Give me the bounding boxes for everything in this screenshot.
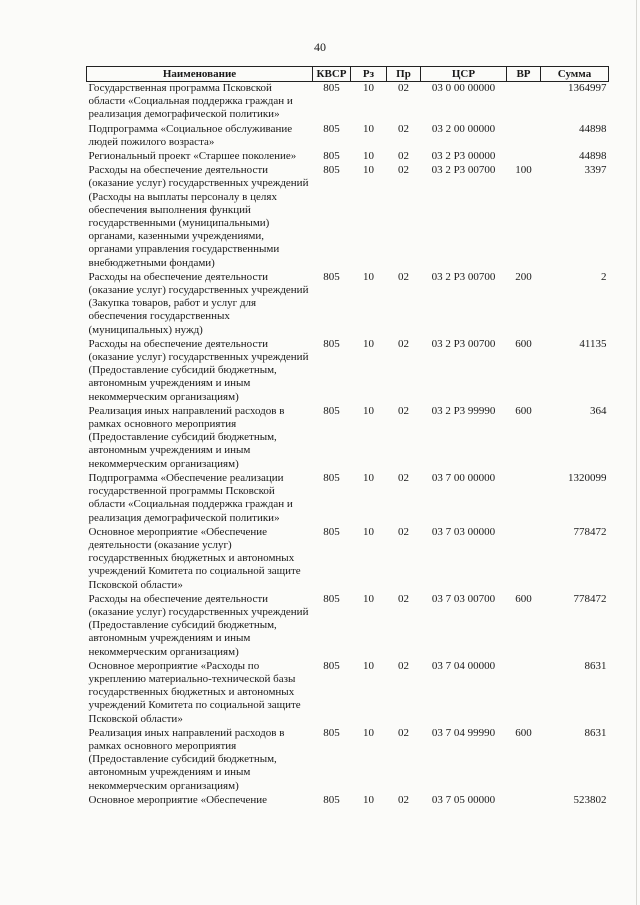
row-csr: 03 2 P3 00700 <box>431 337 496 350</box>
row-kvsr: 805 <box>323 659 340 672</box>
row-pr: 02 <box>398 793 409 806</box>
row-csr: 03 2 P3 00000 <box>431 150 496 163</box>
row-name: Расходы на обеспечение деятельности (оказание услуг) государственных учреждений (Расходы на выплаты персоналу в целях обеспечения выполнения функций государственными (муниципальными) органами, казенными учреждениями, органами управления государственными внебюджетными фондами) <box>88 164 309 269</box>
row-csr: 03 0 00 00000 <box>431 82 496 94</box>
header-csr: ЦСР <box>421 67 507 82</box>
header-name: Наименование <box>87 67 313 82</box>
row-kvsr: 805 <box>323 592 340 605</box>
table-row <box>87 405 609 472</box>
row-rz: 10 <box>363 726 374 739</box>
row-rz: 10 <box>363 793 374 806</box>
row-rz: 10 <box>363 270 374 283</box>
row-sum: 364 <box>590 404 607 417</box>
row-kvsr: 805 <box>323 793 340 806</box>
row-vr: 200 <box>515 270 532 283</box>
row-vr: 600 <box>515 726 532 739</box>
row-csr: 03 7 04 00000 <box>431 659 496 672</box>
row-kvsr: 805 <box>323 404 340 417</box>
row-sum: 44898 <box>579 122 607 135</box>
row-vr <box>507 660 541 727</box>
row-pr: 02 <box>398 270 409 283</box>
row-sum: 41135 <box>579 337 607 350</box>
row-pr: 02 <box>398 150 409 163</box>
row-vr <box>507 794 541 808</box>
table-row <box>87 271 609 338</box>
row-name: Подпрограмма «Обеспечение реализации государственной программы Псковской области «Социальная поддержка граждан и реализация демографической политики» <box>88 471 293 524</box>
row-sum: 8631 <box>584 659 607 672</box>
row-kvsr: 805 <box>323 337 340 350</box>
row-kvsr: 805 <box>323 525 340 538</box>
table-row <box>87 123 609 150</box>
row-name: Основное мероприятие «Обеспечение <box>88 793 268 806</box>
row-name: Расходы на обеспечение деятельности (оказание услуг) государственных учреждений (Предоставление субсидий бюджетным, автономным учреждениям и иным некоммерческим организациям) <box>88 337 309 403</box>
header-pr: Пр <box>387 67 421 82</box>
row-pr: 02 <box>398 122 409 135</box>
row-name: Расходы на обеспечение деятельности (оказание услуг) государственных учреждений (Закупка товаров, работ и услуг для обеспечения государственных (муниципальных) нужд) <box>88 270 309 336</box>
row-vr: 100 <box>515 164 532 177</box>
row-kvsr: 805 <box>323 122 340 135</box>
row-kvsr: 805 <box>323 726 340 739</box>
row-vr <box>507 150 541 164</box>
row-csr: 03 2 00 00000 <box>431 122 496 135</box>
table-row <box>87 794 609 808</box>
row-name: Основное мероприятие «Расходы по укреплению материально-технической базы государственных бюджетных и автономных учреждений Комитета по социальной защите Псковской области» <box>88 659 301 725</box>
row-sum: 523802 <box>573 793 607 806</box>
row-csr: 03 7 00 00000 <box>431 471 496 484</box>
row-rz: 10 <box>363 164 374 177</box>
row-kvsr: 805 <box>323 471 340 484</box>
row-csr: 03 7 03 00700 <box>431 592 496 605</box>
header-rz: Рз <box>351 67 387 82</box>
row-csr: 03 7 04 99990 <box>431 726 496 739</box>
row-kvsr: 805 <box>323 164 340 177</box>
row-name: Расходы на обеспечение деятельности (оказание услуг) государственных учреждений (Предоставление субсидий бюджетным, автономным учреждениям и иным некоммерческим организациям) <box>88 592 309 658</box>
table-row <box>87 164 609 271</box>
row-csr: 03 7 05 00000 <box>431 793 496 806</box>
row-kvsr: 805 <box>323 82 340 94</box>
table-header-row <box>87 67 609 82</box>
row-csr: 03 7 03 00000 <box>431 525 496 538</box>
row-pr: 02 <box>398 337 409 350</box>
header-kvsr: КВСР <box>313 67 351 82</box>
row-pr: 02 <box>398 592 409 605</box>
row-pr: 02 <box>398 471 409 484</box>
row-rz: 10 <box>363 659 374 672</box>
row-sum: 778472 <box>573 592 607 605</box>
scan-edge-line <box>636 0 637 905</box>
table-row <box>87 660 609 727</box>
row-vr <box>507 82 541 123</box>
row-name: Основное мероприятие «Обеспечение деятельности (оказание услуг) государственных бюджетных и автономных учреждений Комитета по социальной защите Псковской области» <box>88 525 301 591</box>
row-name: Реализация иных направлений расходов в рамках основного мероприятия (Предоставление субсидий бюджетным, автономным учреждениям и иным некоммерческим организациям) <box>88 404 285 470</box>
row-name: Подпрограмма «Социальное обслуживание людей пожилого возраста» <box>88 122 293 148</box>
row-rz: 10 <box>363 337 374 350</box>
row-vr: 600 <box>515 404 532 417</box>
row-kvsr: 805 <box>323 270 340 283</box>
row-rz: 10 <box>363 404 374 417</box>
table-row <box>87 472 609 526</box>
header-vr: ВР <box>507 67 541 82</box>
budget-table <box>86 66 609 808</box>
row-name: Государственная программа Псковской области «Социальная поддержка граждан и реализация демографической политики» <box>88 82 293 121</box>
row-sum: 44898 <box>579 150 607 163</box>
table-row <box>87 82 609 123</box>
row-pr: 02 <box>398 726 409 739</box>
row-name: Региональный проект «Старшее поколение» <box>88 150 297 163</box>
row-sum: 778472 <box>573 525 607 538</box>
row-pr: 02 <box>398 404 409 417</box>
row-rz: 10 <box>363 592 374 605</box>
row-csr: 03 2 P3 00700 <box>431 270 496 283</box>
row-sum: 1320099 <box>568 471 607 484</box>
row-name: Реализация иных направлений расходов в рамках основного мероприятия (Предоставление субсидий бюджетным, автономным учреждениям и иным некоммерческим организациям) <box>88 726 285 792</box>
table-row <box>87 150 609 164</box>
row-rz: 10 <box>363 471 374 484</box>
row-csr: 03 2 P3 00700 <box>431 164 496 177</box>
row-vr <box>507 472 541 526</box>
row-sum: 3397 <box>584 164 607 177</box>
table-row <box>87 593 609 660</box>
table-row <box>87 338 609 405</box>
row-kvsr: 805 <box>323 150 340 163</box>
row-csr: 03 2 P3 99990 <box>431 404 496 417</box>
row-vr: 600 <box>515 592 532 605</box>
header-sum: Сумма <box>541 67 609 82</box>
row-pr: 02 <box>398 659 409 672</box>
row-rz: 10 <box>363 525 374 538</box>
row-sum: 8631 <box>584 726 607 739</box>
row-pr: 02 <box>398 525 409 538</box>
page-number: 40 <box>314 40 326 54</box>
row-pr: 02 <box>398 164 409 177</box>
row-sum: 1364997 <box>568 82 607 94</box>
row-sum: 2 <box>601 270 607 283</box>
row-vr: 600 <box>515 337 532 350</box>
table-row <box>87 526 609 593</box>
row-rz: 10 <box>363 122 374 135</box>
row-rz: 10 <box>363 150 374 163</box>
row-rz: 10 <box>363 82 374 94</box>
row-vr <box>507 123 541 150</box>
row-vr <box>507 526 541 593</box>
row-pr: 02 <box>398 82 409 94</box>
table-row <box>87 727 609 794</box>
